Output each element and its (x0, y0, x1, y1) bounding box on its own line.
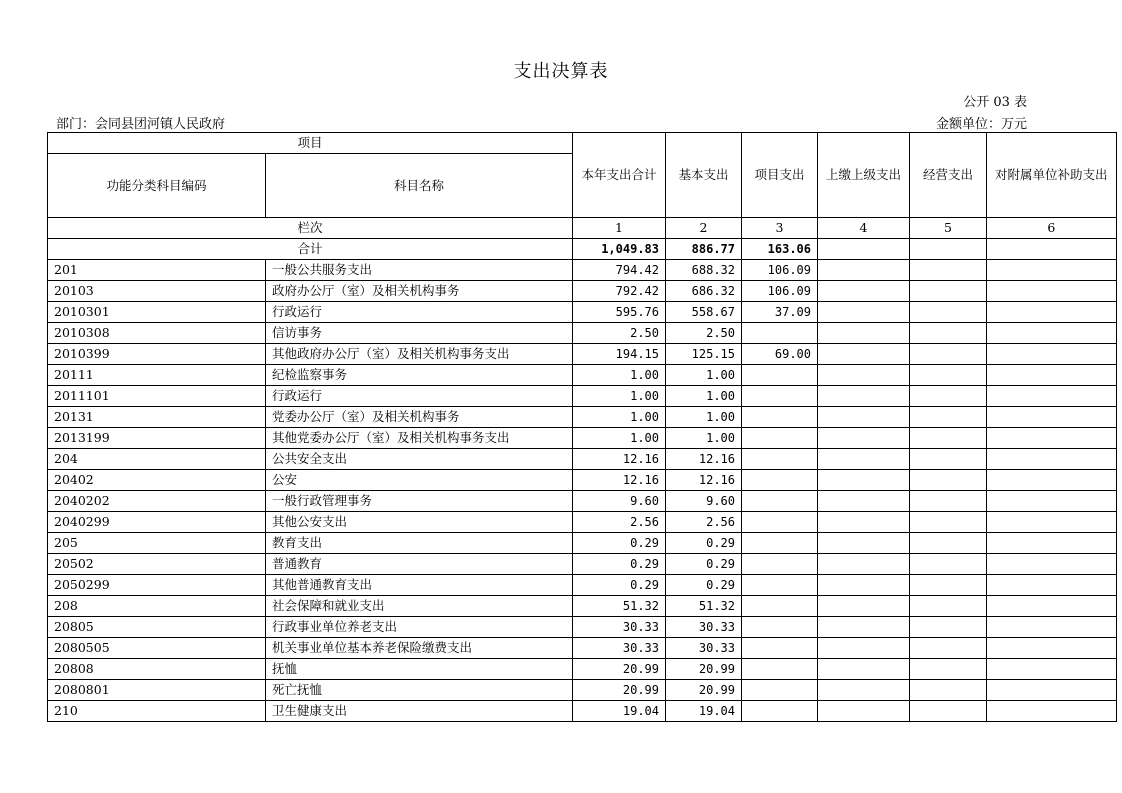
table-row (48, 386, 1117, 407)
header-total: 本年支出合计 (573, 133, 666, 218)
row-name: 死亡抚恤 (266, 680, 573, 701)
row-code: 2010399 (48, 344, 266, 365)
row-basic: 9.60 (666, 491, 742, 512)
row-business (910, 386, 987, 407)
row-basic: 2.50 (666, 323, 742, 344)
row-subsidy (987, 365, 1117, 386)
row-subsidy (987, 344, 1117, 365)
header-project: 项目 (48, 133, 573, 154)
row-name: 卫生健康支出 (266, 701, 573, 722)
row-total: 2.56 (573, 512, 666, 533)
row-upper (818, 533, 910, 554)
table-row (48, 512, 1117, 533)
row-upper (818, 701, 910, 722)
row-subsidy (987, 533, 1117, 554)
table-row (48, 491, 1117, 512)
row-total: 20.99 (573, 659, 666, 680)
row-project (742, 365, 818, 386)
row-basic: 1.00 (666, 386, 742, 407)
column-num-1: 1 (573, 218, 666, 239)
row-project (742, 575, 818, 596)
row-project (742, 596, 818, 617)
row-basic: 1.00 (666, 428, 742, 449)
row-subsidy (987, 575, 1117, 596)
row-project: 106.09 (742, 260, 818, 281)
row-subsidy (987, 554, 1117, 575)
row-total: 1.00 (573, 365, 666, 386)
row-upper (818, 659, 910, 680)
column-label: 栏次 (48, 218, 573, 239)
row-basic: 558.67 (666, 302, 742, 323)
table-row (48, 323, 1117, 344)
row-basic: 30.33 (666, 617, 742, 638)
header-business: 经营支出 (910, 133, 987, 218)
row-business (910, 680, 987, 701)
column-num-5: 5 (910, 218, 987, 239)
row-name: 普通教育 (266, 554, 573, 575)
row-business (910, 302, 987, 323)
row-total: 19.04 (573, 701, 666, 722)
row-basic: 51.32 (666, 596, 742, 617)
row-name: 教育支出 (266, 533, 573, 554)
row-total: 30.33 (573, 638, 666, 659)
table-row (48, 596, 1117, 617)
row-subsidy (987, 428, 1117, 449)
row-name: 行政事业单位养老支出 (266, 617, 573, 638)
row-project (742, 533, 818, 554)
row-name: 社会保障和就业支出 (266, 596, 573, 617)
column-num-3: 3 (742, 218, 818, 239)
row-project (742, 407, 818, 428)
row-name: 一般公共服务支出 (266, 260, 573, 281)
row-name: 公共安全支出 (266, 449, 573, 470)
row-code: 2013199 (48, 428, 266, 449)
expenditure-table (47, 132, 1117, 722)
row-total: 51.32 (573, 596, 666, 617)
row-total: 2.50 (573, 323, 666, 344)
table-row (48, 428, 1117, 449)
row-code: 20502 (48, 554, 266, 575)
row-upper (818, 365, 910, 386)
row-business (910, 617, 987, 638)
header-code: 功能分类科目编码 (48, 154, 266, 218)
row-project (742, 449, 818, 470)
header-upper: 上缴上级支出 (818, 133, 910, 218)
row-upper (818, 302, 910, 323)
table-row (48, 302, 1117, 323)
row-upper (818, 323, 910, 344)
row-subsidy (987, 449, 1117, 470)
row-upper (818, 596, 910, 617)
row-project (742, 554, 818, 575)
header-name: 科目名称 (266, 154, 573, 218)
header-basic: 基本支出 (666, 133, 742, 218)
row-business (910, 491, 987, 512)
row-code: 201 (48, 260, 266, 281)
row-total: 12.16 (573, 449, 666, 470)
row-code: 204 (48, 449, 266, 470)
row-name: 其他政府办公厅（室）及相关机构事务支出 (266, 344, 573, 365)
table-row (48, 533, 1117, 554)
row-basic: 20.99 (666, 680, 742, 701)
row-name: 抚恤 (266, 659, 573, 680)
row-basic: 688.32 (666, 260, 742, 281)
row-upper (818, 260, 910, 281)
row-basic: 30.33 (666, 638, 742, 659)
row-name: 行政运行 (266, 302, 573, 323)
row-upper (818, 617, 910, 638)
total-subsidy (987, 239, 1117, 260)
row-upper (818, 638, 910, 659)
row-project (742, 323, 818, 344)
row-business (910, 512, 987, 533)
row-business (910, 281, 987, 302)
row-subsidy (987, 617, 1117, 638)
row-subsidy (987, 491, 1117, 512)
table-row (48, 344, 1117, 365)
total-project: 163.06 (742, 239, 818, 260)
total-label: 合计 (48, 239, 573, 260)
row-subsidy (987, 323, 1117, 344)
column-num-4: 4 (818, 218, 910, 239)
row-upper (818, 386, 910, 407)
row-business (910, 260, 987, 281)
total-business (910, 239, 987, 260)
total-basic: 886.77 (666, 239, 742, 260)
row-project: 69.00 (742, 344, 818, 365)
row-code: 2040202 (48, 491, 266, 512)
table-row (48, 701, 1117, 722)
row-code: 20131 (48, 407, 266, 428)
row-name: 公安 (266, 470, 573, 491)
row-total: 20.99 (573, 680, 666, 701)
row-code: 20402 (48, 470, 266, 491)
row-business (910, 407, 987, 428)
row-basic: 2.56 (666, 512, 742, 533)
row-code: 2010301 (48, 302, 266, 323)
table-row (48, 638, 1117, 659)
row-name: 一般行政管理事务 (266, 491, 573, 512)
row-code: 20103 (48, 281, 266, 302)
row-total: 0.29 (573, 533, 666, 554)
row-total: 1.00 (573, 386, 666, 407)
row-basic: 1.00 (666, 407, 742, 428)
row-project (742, 386, 818, 407)
table-row (48, 554, 1117, 575)
row-basic: 0.29 (666, 575, 742, 596)
row-project (742, 428, 818, 449)
total-upper (818, 239, 910, 260)
row-total: 794.42 (573, 260, 666, 281)
table-row (48, 449, 1117, 470)
row-business (910, 449, 987, 470)
row-code: 20805 (48, 617, 266, 638)
row-business (910, 701, 987, 722)
row-subsidy (987, 701, 1117, 722)
row-project: 37.09 (742, 302, 818, 323)
form-number: 公开 03 表 (963, 95, 1027, 110)
row-subsidy (987, 470, 1117, 491)
row-project (742, 659, 818, 680)
row-basic: 1.00 (666, 365, 742, 386)
row-upper (818, 491, 910, 512)
column-num-6: 6 (987, 218, 1117, 239)
row-code: 2040299 (48, 512, 266, 533)
row-upper (818, 575, 910, 596)
row-business (910, 344, 987, 365)
row-basic: 12.16 (666, 470, 742, 491)
row-name: 其他公安支出 (266, 512, 573, 533)
table-row (48, 407, 1117, 428)
row-basic: 19.04 (666, 701, 742, 722)
row-total: 1.00 (573, 407, 666, 428)
row-total: 0.29 (573, 554, 666, 575)
row-project (742, 680, 818, 701)
row-upper (818, 512, 910, 533)
row-subsidy (987, 638, 1117, 659)
row-total: 595.76 (573, 302, 666, 323)
table-row (48, 617, 1117, 638)
row-subsidy (987, 260, 1117, 281)
row-code: 210 (48, 701, 266, 722)
row-subsidy (987, 302, 1117, 323)
row-total: 194.15 (573, 344, 666, 365)
row-code: 2050299 (48, 575, 266, 596)
row-basic: 0.29 (666, 533, 742, 554)
row-code: 2010308 (48, 323, 266, 344)
table-row (48, 659, 1117, 680)
row-code: 2011101 (48, 386, 266, 407)
row-project (742, 470, 818, 491)
table-row (48, 470, 1117, 491)
row-business (910, 596, 987, 617)
row-project (742, 617, 818, 638)
column-num-2: 2 (666, 218, 742, 239)
row-business (910, 575, 987, 596)
table-row (48, 365, 1117, 386)
table-row (48, 575, 1117, 596)
row-code: 208 (48, 596, 266, 617)
row-total: 9.60 (573, 491, 666, 512)
row-project (742, 638, 818, 659)
table-row (48, 260, 1117, 281)
row-basic: 20.99 (666, 659, 742, 680)
row-subsidy (987, 596, 1117, 617)
row-basic: 686.32 (666, 281, 742, 302)
row-project (742, 701, 818, 722)
row-subsidy (987, 680, 1117, 701)
table-row (48, 281, 1117, 302)
row-business (910, 470, 987, 491)
table-row (48, 680, 1117, 701)
row-total: 12.16 (573, 470, 666, 491)
row-project (742, 491, 818, 512)
header-subsidy: 对附属单位补助支出 (987, 133, 1117, 218)
row-business (910, 428, 987, 449)
row-basic: 12.16 (666, 449, 742, 470)
row-business (910, 659, 987, 680)
row-upper (818, 680, 910, 701)
row-code: 205 (48, 533, 266, 554)
row-business (910, 365, 987, 386)
row-basic: 125.15 (666, 344, 742, 365)
row-upper (818, 554, 910, 575)
total-sum: 1,049.83 (573, 239, 666, 260)
row-project (742, 512, 818, 533)
row-business (910, 554, 987, 575)
row-business (910, 533, 987, 554)
row-code: 20808 (48, 659, 266, 680)
row-basic: 0.29 (666, 554, 742, 575)
row-name: 党委办公厅（室）及相关机构事务 (266, 407, 573, 428)
row-project: 106.09 (742, 281, 818, 302)
row-code: 20111 (48, 365, 266, 386)
row-name: 信访事务 (266, 323, 573, 344)
row-subsidy (987, 407, 1117, 428)
row-total: 0.29 (573, 575, 666, 596)
row-upper (818, 281, 910, 302)
row-upper (818, 344, 910, 365)
header-project-expense: 项目支出 (742, 133, 818, 218)
row-total: 30.33 (573, 617, 666, 638)
row-name: 其他普通教育支出 (266, 575, 573, 596)
row-subsidy (987, 386, 1117, 407)
row-name: 机关事业单位基本养老保险缴费支出 (266, 638, 573, 659)
row-upper (818, 407, 910, 428)
row-name: 纪检监察事务 (266, 365, 573, 386)
row-subsidy (987, 659, 1117, 680)
row-business (910, 638, 987, 659)
row-total: 792.42 (573, 281, 666, 302)
row-name: 其他党委办公厅（室）及相关机构事务支出 (266, 428, 573, 449)
row-upper (818, 449, 910, 470)
row-business (910, 323, 987, 344)
row-upper (818, 470, 910, 491)
row-upper (818, 428, 910, 449)
row-code: 2080801 (48, 680, 266, 701)
row-name: 政府办公厅（室）及相关机构事务 (266, 281, 573, 302)
row-total: 1.00 (573, 428, 666, 449)
unit-label: 金额单位：万元 (935, 117, 1027, 132)
row-name: 行政运行 (266, 386, 573, 407)
department-label: 部门：会同县团河镇人民政府 (56, 117, 226, 132)
page-title: 支出决算表 (513, 61, 609, 82)
row-code: 2080505 (48, 638, 266, 659)
row-subsidy (987, 512, 1117, 533)
row-subsidy (987, 281, 1117, 302)
